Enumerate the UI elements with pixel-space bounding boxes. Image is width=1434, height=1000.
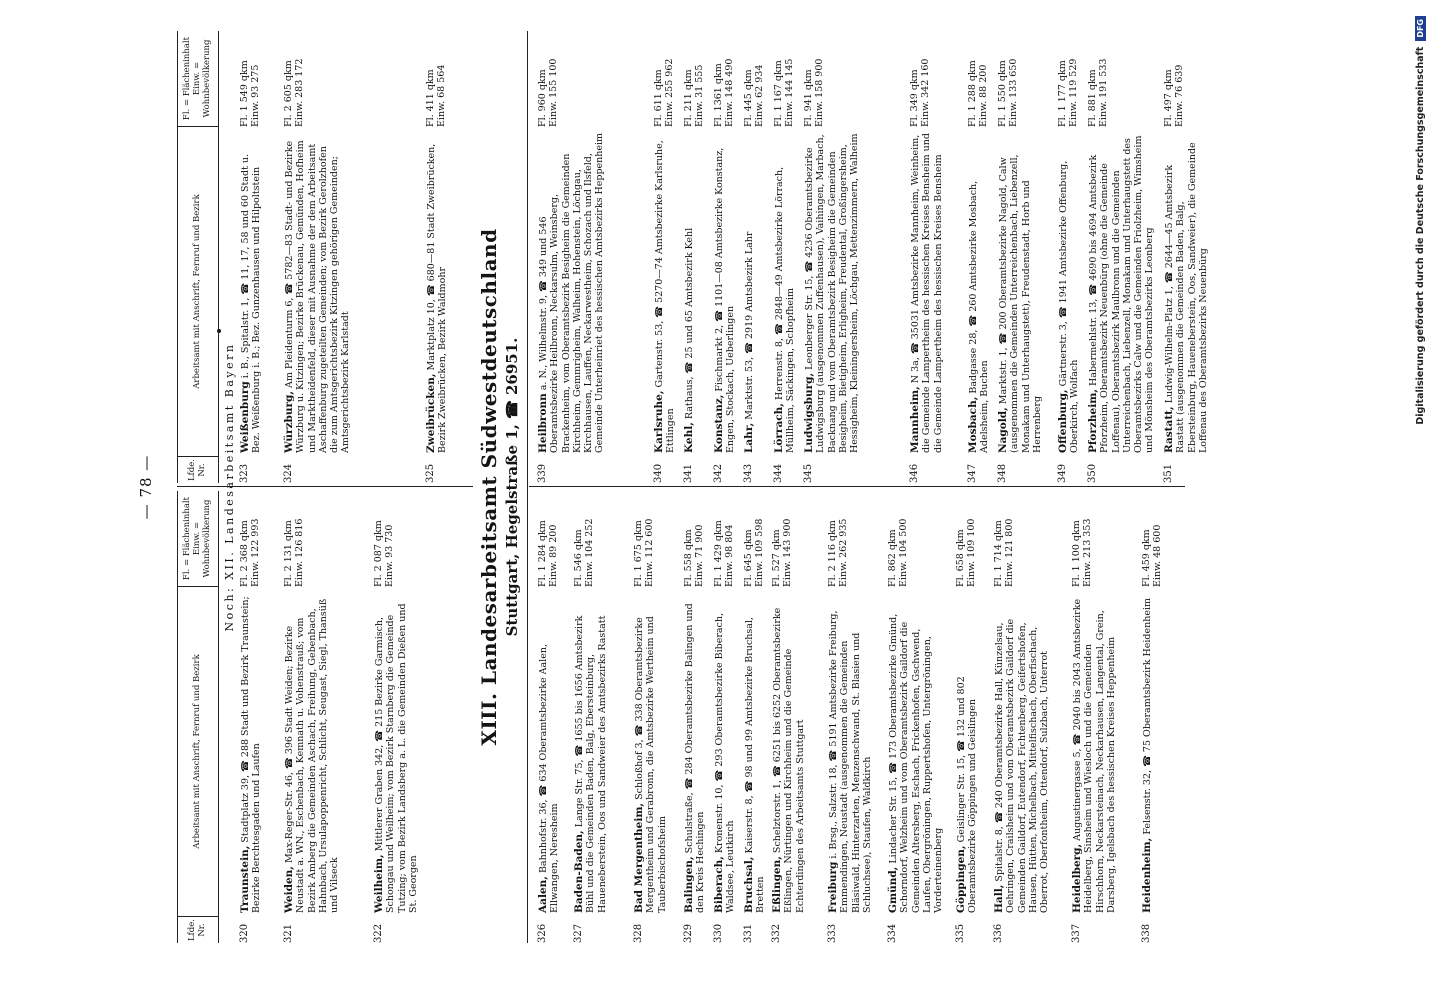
office-details: Augustinergasse 5, ☎ 2040 bis 2043 Amtsbezirke Heidelberg, Sinsheim und Wiesloch und die Gemeinden Hirschhorn, Neckarsteinach, Neckarhausen, Langental, Grein, Darsberg, Igelsbach des hessischen Kreises Heppenheim [1072, 598, 1117, 913]
entry-text [773, 131, 797, 453]
area-value: Fl. 1 288 qkm [967, 60, 978, 127]
population-value: Einw. 122 993 [250, 518, 262, 587]
entry-text [1163, 131, 1209, 453]
office-name: Baden-Baden, [573, 830, 585, 913]
page-number: — 78 — [137, 454, 155, 520]
entry-text [1087, 131, 1155, 453]
office-name: Konstanz, [713, 394, 725, 453]
entry-number: 350 [1087, 463, 1098, 483]
population-value: Einw. 93 730 [384, 524, 396, 587]
entry-text [997, 131, 1043, 453]
office-details: Rathaus, ☎ 25 und 65 Amtsbezirk Kehl [684, 227, 695, 420]
area-value: Fl. 881 qkm [1087, 69, 1098, 127]
office-name: Rastatt, [1163, 406, 1175, 453]
office-name: Offenburg, [1057, 389, 1069, 453]
entry-number: 323 [239, 463, 250, 483]
entry-number: 331 [743, 923, 754, 943]
funding-note [1412, 16, 1428, 986]
entry-area [803, 31, 825, 127]
entry-area [239, 491, 261, 587]
office-name: Heidenheim, [1141, 837, 1153, 913]
entry-number: 343 [743, 463, 754, 483]
entry-area [683, 31, 705, 127]
office-name: Zweibrücken, [425, 373, 437, 453]
office-details: Herrenstr. 8, ☎ 2848—49 Amtsbezirke Lörrach, Müllheim, Säckingen, Schopfheim [774, 166, 797, 453]
entry-text [967, 131, 991, 453]
entry-number: 351 [1163, 463, 1174, 483]
column-divider [177, 486, 473, 487]
office-details: i. Brsg., Salzstr. 18, ☎ 5191 Amtsbezirke Freiburg, Emmendingen, Neustadt (ausgenommen die Gemeinden Bläsiwald, Hinterzarten, Menzenschwand, St. Blasien und Schluchsee), Staufen, Waldkirch [828, 610, 873, 913]
office-name: Weißenburg [239, 381, 251, 453]
section-title: XIII. Landesarbeitsamt Südwestdeutschland [477, 228, 501, 746]
entry-text [887, 591, 944, 913]
office-name: Weilheim, [373, 854, 385, 913]
office-details: Ludwig-Wilhelm-Platz 1, ☎ 2644—45 Amtsbezirk Rastatt (ausgenommen die Gemeinden Baden, Balg, Ebersteinburg, Haueneberstein, Oos, Sandweier), die Gemeinde Loffenau des Oberamtsbezirks Neuenbürg [1164, 142, 1209, 453]
entry-number: 341 [683, 463, 694, 483]
area-value: Fl. 2 131 qkm [283, 520, 294, 587]
entry-text [537, 591, 561, 913]
entry-area [1141, 491, 1163, 587]
entry-text [239, 591, 263, 913]
entry-text [743, 591, 767, 913]
office-name: Biberach, [713, 856, 725, 913]
office-details: a. N., Wilhelmstr. 9, ☎ 349 und 546 Oberamtsbezirke Heilbronn, Neckarsulm, Weinsberg, Brackenheim, vom Oberamtsbezirk Besigheim die Gemeinden Kirchheim, Gemmrigheim, Walheim, Hohenstein, Löchgau, Kirchhausen, Lauffen, Neckarwestheim, Schozach und Ilsfeld, Gemeinde Unterheinriet des hessischen Amtsbezirks Heppenheim [538, 132, 606, 453]
entry-text [713, 131, 737, 453]
area-value: Fl. 862 qkm [887, 529, 898, 587]
area-value: Fl. 658 qkm [955, 529, 966, 587]
entry-text [713, 591, 737, 913]
population-value: Einw. 98 804 [724, 524, 736, 587]
entry-number: 322 [373, 923, 384, 943]
population-value: Einw. 144 145 [784, 58, 796, 127]
population-value: Einw. 255 962 [664, 58, 676, 127]
entry-number: 336 [993, 923, 1004, 943]
entry-number: 328 [633, 923, 644, 943]
entry-number: 344 [773, 463, 784, 483]
dfg-logo: DFG [1415, 16, 1426, 41]
entry-area [653, 31, 675, 127]
office-details: Lange Str. 75, ☎ 1655 bis 1656 Amtsbezirk Bühl und die Gemeinden Baden, Balg, Ebersteinburg, Haueneberstein, Oos und Sandweier des Amtsbezirks Rastatt [574, 615, 608, 913]
area-value: Fl. 2 605 qkm [283, 60, 294, 127]
population-value: Einw. 71 900 [694, 524, 706, 587]
office-details: Marktstr. 53, ☎ 2919 Amtsbezirk Lahr [744, 231, 755, 420]
entry-text [1057, 131, 1081, 453]
entry-number: 320 [239, 923, 250, 943]
entry-text [633, 591, 668, 913]
rotated-content [117, 31, 1434, 943]
office-details: Max-Reger-Str. 46, ☎ 396 Stadt Weiden; Bezirke Neustadt a. WN., Eschenbach, Kemnath u. Vohenstrauß; vom Bezirk Amberg die Gemeinden Aschach, Freihung, Gebenbach, Hahnbach, Ursulapoppenricht, Schlicht, Seugast, Siegl, Thansüß und Vilseck [284, 598, 340, 913]
area-value: Fl. 1 177 qkm [1057, 60, 1068, 127]
entry-number: 330 [713, 923, 724, 943]
population-value: Einw. 191 533 [1098, 58, 1110, 127]
table-header-right [177, 31, 219, 483]
area-value: Fl. 546 qkm [573, 529, 584, 587]
population-value: Einw. 93 275 [250, 64, 262, 127]
entry-area [713, 31, 735, 127]
entry-area [683, 491, 705, 587]
entry-number: 349 [1057, 463, 1068, 483]
area-value: Fl. 527 qkm [771, 529, 782, 587]
office-name: Aalen, [537, 876, 549, 913]
entry-text [653, 131, 677, 453]
entry-text [827, 591, 873, 913]
area-value: Fl. 645 qkm [743, 529, 754, 587]
office-details: Bahnhofstr. 36, ☎ 634 Oberamtsbezirke Aalen, Ellwangen, Neresheim [538, 644, 561, 913]
entry-text [683, 591, 707, 913]
entry-area [1087, 31, 1109, 127]
section-address: Stuttgart, Hegelstraße 1, ☎ 26951. [503, 337, 521, 637]
entry-area [827, 491, 849, 587]
office-details: Mittlerer Graben 342, ☎ 215 Bezirke Garmisch, Schongau und Weilheim; vom Bezirk Starnberg die Gemeinde Tutzing; vom Bezirk Landsberg a. L. die Gemeinden Dießen und St. Georgen [374, 603, 419, 913]
office-details: Kronenstr. 10, ☎ 293 Oberamtsbezirke Biberach, Waldsee, Leutkirch [714, 613, 737, 913]
entry-area [993, 491, 1015, 587]
entry-text [573, 591, 608, 913]
entry-area [887, 491, 909, 587]
population-value: Einw. 158 900 [814, 58, 826, 127]
population-value: Einw. 119 529 [1068, 58, 1080, 127]
population-value: Einw. 62 934 [754, 64, 766, 127]
population-value: Einw. 143 900 [782, 518, 794, 587]
entry-text [909, 131, 944, 453]
population-value: Einw. 283 172 [294, 58, 306, 127]
area-value: Fl. 2 087 qkm [373, 520, 384, 587]
entry-area [373, 491, 395, 587]
area-value: Fl. 1 714 qkm [993, 520, 1004, 587]
entry-area [955, 491, 977, 587]
office-name: Kehl, [683, 422, 695, 453]
office-details: Badgasse 28, ☎ 260 Amtsbezirke Mosbach, Adelsheim, Buchen [968, 180, 991, 453]
population-value: Einw. 109 598 [754, 518, 766, 587]
area-value: Fl. 445 qkm [743, 69, 754, 127]
entry-number: 324 [283, 463, 294, 483]
office-details: Fischmarkt 2, ☎ 1101—08 Amtsbezirke Konstanz, Engen, Stockach, Ueberlingen [714, 147, 737, 453]
entry-area [771, 491, 793, 587]
funding-note-text: Digitalisierung gefördert durch die Deutsche Forschungsgemeinschaft [1414, 46, 1426, 425]
section-rule [527, 31, 528, 943]
area-value: Fl. 1 675 qkm [633, 520, 644, 587]
population-value: Einw. 76 639 [1174, 64, 1186, 127]
entry-number: 333 [827, 923, 838, 943]
entry-number: 325 [425, 463, 436, 483]
entry-text [373, 591, 419, 913]
office-name: Mannheim, [909, 386, 921, 453]
entry-number: 348 [997, 463, 1008, 483]
area-value: Fl. 211 qkm [683, 69, 694, 127]
office-name: Karlsruhe, [653, 390, 665, 453]
population-value: Einw. 109 100 [966, 518, 978, 587]
header-nr: Lfde. Nr. [187, 919, 207, 941]
office-name: Nagold, [997, 407, 1009, 453]
office-details: Marktplatz 10, ☎ 680—81 Stadt Zweibrücken, Bezirk Zweibrücken, Bezirk Waldmohr [426, 143, 449, 453]
entry-area [967, 31, 989, 127]
entry-area [573, 491, 595, 587]
office-details: Habermehlstr. 13, ☎ 4690 bis 4694 Amtsbezirk Pforzheim, Oberamtsbezirk Neuenbürg (ohne die Gemeinde Loffenau), Oberamtsbezirk Maulbronn und die Gemeinden Unterreichenbach, Liebenzell, Monakam und Unterhaugstett des Oberamtsbezirks Calw und die Gemeinden Friolzheim, Wimsheim und Mönsheim des Oberamtsbezirks Leonberg [1088, 135, 1156, 453]
entry-number: 346 [909, 463, 920, 483]
area-value: Fl. 1 429 qkm [713, 520, 724, 587]
population-value: Einw. 104 500 [898, 518, 910, 587]
office-name: Balingen, [683, 856, 695, 913]
office-name: Eßlingen, [771, 856, 783, 913]
office-details: Gartenstr. 53, ☎ 5270—74 Amtsbezirke Karlsruhe, Ettlingen [654, 140, 677, 453]
entry-text [743, 131, 755, 453]
entry-area [283, 31, 305, 127]
entry-area [239, 31, 261, 127]
entry-text [683, 131, 695, 453]
entry-text [1071, 591, 1117, 913]
area-value: Fl. 558 qkm [683, 529, 694, 587]
office-name: Pforzheim, [1087, 389, 1099, 453]
office-details: Geislinger Str. 15, ☎ 132 und 802 Oberamtsbezirke Göppingen und Geislingen [956, 676, 979, 913]
office-name: Hall, [993, 884, 1005, 913]
population-value: Einw. 133 650 [1008, 58, 1020, 127]
office-name: Bad Mergentheim, [633, 802, 645, 913]
office-details: Gärtnerstr. 3, ☎ 1941 Amtsbezirke Offenburg, Oberkirch, Wolfach [1058, 160, 1081, 453]
office-name: Lahr, [743, 422, 755, 453]
office-name: Mosbach, [967, 396, 979, 453]
area-value: Fl. 960 qkm [537, 69, 548, 127]
population-value: Einw. 104 252 [584, 518, 596, 587]
entry-area [1071, 491, 1093, 587]
entry-text [239, 131, 263, 453]
entry-number: 337 [1071, 923, 1082, 943]
entry-text [955, 591, 979, 913]
population-value: Einw. 112 600 [644, 518, 656, 587]
entry-text [537, 131, 605, 453]
entry-area [537, 31, 559, 127]
entry-area [633, 491, 655, 587]
office-name: Bruchsal, [743, 856, 755, 913]
office-name: Lörrach, [773, 403, 785, 453]
area-value: Fl. 611 qkm [653, 69, 664, 127]
population-value: Einw. 213 353 [1082, 518, 1094, 587]
header-nr: Lfde. Nr. [187, 459, 207, 481]
office-details: Marktstr. 1, ☎ 200 Oberamtsbezirke Nagold, Calw (ausgenommen die Gemeinden Unterreichenbach, Liebenzell, Monakam und Unterhaugstett), Freudenstadt, Horb und Herrenberg [998, 154, 1043, 453]
population-value: Einw. 342 160 [920, 58, 932, 127]
entry-text [771, 591, 806, 913]
entry-number: 326 [537, 923, 548, 943]
header-office: Arbeitsamt mit Anschrift, Fernruf und Bezirk [178, 127, 218, 457]
office-name: Heidelberg, [1071, 843, 1083, 913]
header-area: Fl. = Flächeninhalt Einw. = Wohnbevölkerung [178, 491, 218, 587]
office-details: Schelztorstr. 1, ☎ 6251 bis 6252 Oberamtsbezirke Eßlingen, Nürtingen und Kirchheim und die Gemeinde Echterdingen des Arbeitsamts Stuttgart [772, 607, 806, 913]
header-area: Fl. = Flächeninhalt Einw. = Wohnbevölkerung [178, 31, 218, 127]
area-value: Fl. 459 qkm [1141, 529, 1152, 587]
area-value: Fl. 349 qkm [909, 69, 920, 127]
area-value: Fl. 497 qkm [1163, 69, 1174, 127]
office-name: Heilbronn [537, 393, 549, 453]
entry-area [283, 491, 305, 587]
area-value: Fl. 2 116 qkm [827, 520, 838, 587]
entry-number: 334 [887, 923, 898, 943]
population-value: Einw. 68 564 [436, 64, 448, 127]
entry-number: 340 [653, 463, 664, 483]
office-name: Ludwigsburg, [803, 372, 815, 453]
entry-area [1163, 31, 1185, 127]
entry-area [997, 31, 1019, 127]
office-name: Weiden, [283, 866, 295, 913]
column-divider [529, 486, 1185, 487]
office-details: Kaiserstr. 8, ☎ 98 und 99 Amtsbezirke Bruchsal, Bretten [744, 617, 767, 913]
population-value: Einw. 88 200 [978, 64, 990, 127]
office-details: i. B., Spitalstr. 1, ☎ 11, 17, 58 und 60 Stadt u. Bez. Weißenburg i. B.; Bez. Gunzenhausen und Hilpoltstein [240, 153, 263, 453]
office-details: Am Pleidenturm 6, ☎ 5782—83 Stadt- und Bezirke Würzburg u. Kitzingen; Bezirke Brückenau, Gemünden, Hofheim und Marktheidenfeld, dieser mit Ausnahme der dem Arbeitsamt Aschaffenburg zugeteilten Gemeinden; vom Bezirk Gerolzhofen die zum Amtsgerichtsbezirk Kitzingen gehörigen Gemeinden; Amtsgerichtsbezirk Karlstadt [284, 140, 352, 453]
entry-number: 321 [283, 923, 294, 943]
entry-number: 342 [713, 463, 724, 483]
entry-number: 327 [573, 923, 584, 943]
entry-area [537, 491, 559, 587]
entry-text [425, 131, 449, 453]
entry-area [1057, 31, 1079, 127]
entry-text [993, 591, 1050, 913]
office-details: Spitalstr. 8, ☎ 240 Oberamtsbezirke Hall, Künzelsau, Oehringen, Crailsheim und vom Oberamtsbezirk Gaildorf die Gemeinden Gaildorf, Eutendorf, Fichtenberg, Geifertshofen, Hausen, Hütten, Michelbach, Mittelfischach, Oberfischach, Oberrot, Oberfontheim, Ottendorf, Sulzbach, Unterrot [994, 618, 1050, 913]
population-value: Einw. 48 600 [1152, 524, 1164, 587]
entry-number: 329 [683, 923, 694, 943]
entry-number: 345 [803, 463, 814, 483]
office-name: Gmünd, [887, 866, 899, 913]
entry-area [773, 31, 795, 127]
office-details: Lindacher Str. 15, ☎ 173 Oberamtsbezirke Gmünd, Schorndorf, Welzheim und vom Oberamtsbezirk Gaildorf die Gemeinden Altersberg, Eschach, Frickenhofen, Gschwend, Laufen, Obergröningen, Ruppertshofen, Untergröningen, Vorderteinenberg [888, 613, 944, 913]
header-office: Arbeitsamt mit Anschrift, Fernruf und Bezirk [178, 587, 218, 917]
office-details: Schulstraße, ☎ 284 Oberamtsbezirke Balingen und den Kreis Hechingen [684, 603, 707, 913]
office-name: Göppingen, [955, 845, 967, 913]
office-details: Schloßhof 3, ☎ 338 Oberamtsbezirke Mergentheim und Gerabronn, die Amtsbezirke Wertheim und Tauberbischofsheim [634, 616, 668, 913]
population-value: Einw. 89 200 [548, 524, 560, 587]
office-details: Leonberger Str. 15, ☎ 4236 Oberamtsbezirke Ludwigsburg (ausgenommen Zuffenhausen), Vaihingen, Marbach, Backnang und vom Oberamtsbezirk Besigheim die Gemeinden Besigheim, Bietigheim, Erligheim, Freudental, Großingersheim, Hessigheim, Kleiningersheim, Löchgau, Mettenzimmern, Walheim [804, 133, 860, 453]
office-name: Traunstein, [239, 845, 251, 913]
entry-area [425, 31, 447, 127]
entry-text [283, 131, 351, 453]
entry-text [803, 131, 860, 453]
population-value: Einw. 262 935 [838, 518, 850, 587]
continuation-heading: Noch: XII. Landesarbeitsamt Bayern [223, 342, 236, 632]
office-name: Freiburg [827, 861, 839, 913]
entry-area [743, 31, 765, 127]
entry-area [909, 31, 931, 127]
area-value: Fl. 1 550 qkm [997, 60, 1008, 127]
population-value: Einw. 155 100 [548, 58, 560, 127]
entry-text [283, 591, 340, 913]
office-name: Würzburg, [283, 390, 295, 453]
entry-text [1141, 591, 1153, 913]
table-header-left [177, 491, 219, 943]
entry-area [713, 491, 735, 587]
entry-number: 347 [967, 463, 978, 483]
entry-number: 338 [1141, 923, 1152, 943]
area-value: Fl. 941 qkm [803, 69, 814, 127]
entry-area [743, 491, 765, 587]
entry-number: 335 [955, 923, 966, 943]
office-details: Stadtplatz 39, ☎ 288 Stadt und Bezirk Traunstein; Bezirke Berchtesgaden und Laufen [240, 596, 263, 913]
page-sheet [117, 31, 1209, 943]
entry-number: 339 [537, 463, 548, 483]
area-value: Fl. 2 368 qkm [239, 520, 250, 587]
area-value: Fl. 1 167 qkm [773, 60, 784, 127]
area-value: Fl. 1 284 qkm [537, 520, 548, 587]
population-value: Einw. 126 816 [294, 518, 306, 587]
area-value: Fl. 411 qkm [425, 69, 436, 127]
office-details: N 3a, ☎ 35031 Amtsbezirke Mannheim, Weinheim, die Gemeinde Lampertheim des hessischen Kreises Bensheim und die Gemeinde Lampertheim des hessischen Kreises Bensheim [910, 133, 944, 453]
area-value: Fl. 1 100 qkm [1071, 520, 1082, 587]
office-details: Felsenstr. 32, ☎ 75 Oberamtsbezirk Heidenheim [1142, 597, 1153, 835]
population-value: Einw. 121 800 [1004, 518, 1016, 587]
book-page [117, 31, 1434, 943]
area-value: Fl. 1361 qkm [713, 63, 724, 127]
population-value: Einw. 31 555 [694, 64, 706, 127]
area-value: Fl. 1 549 qkm [239, 60, 250, 127]
entry-number: 332 [771, 923, 782, 943]
population-value: Einw. 148 490 [724, 58, 736, 127]
